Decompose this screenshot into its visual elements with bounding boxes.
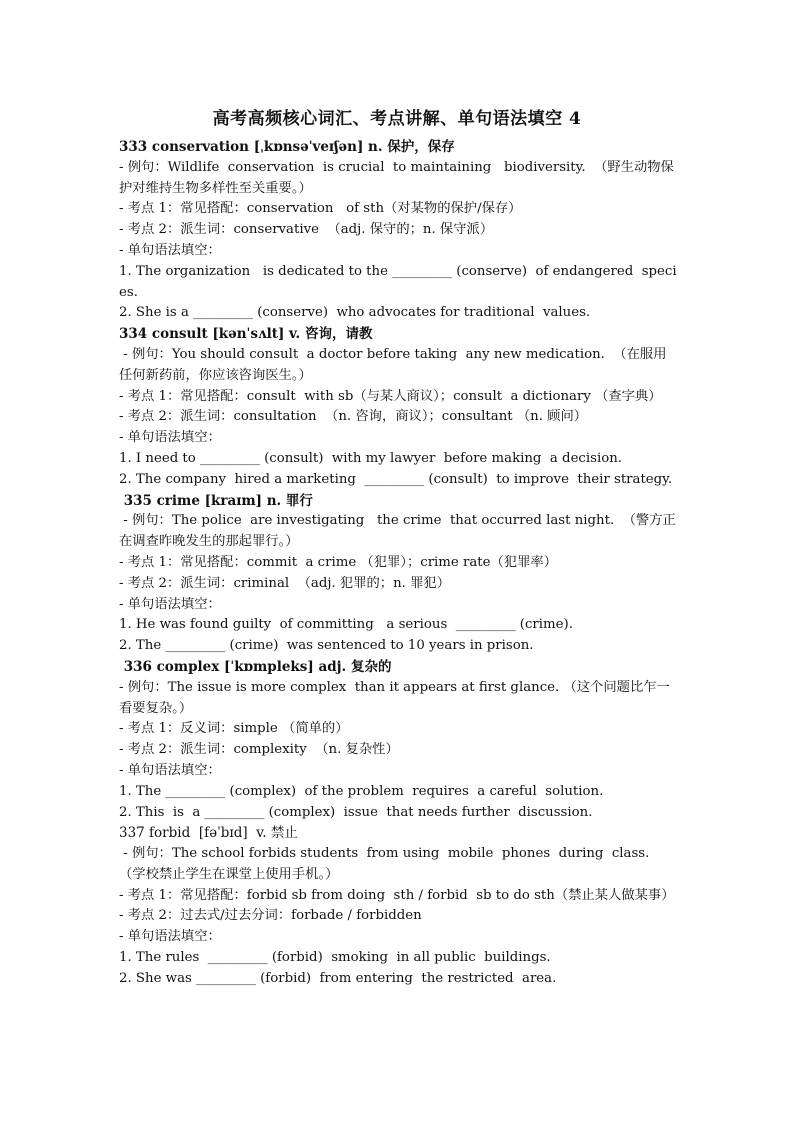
entry-line: - 考点 1：常见搭配：commit a crime （犯罪）；crime rate（犯罪率） (119, 554, 557, 570)
entry-line: 2. This is a _________ (complex) issue that needs further discussion. (119, 804, 593, 820)
entry-heading: 337 forbid [fəˈbɪd] v. 禁止 (119, 825, 298, 842)
entry-line: - 例句：You should consult a doctor before taking any new medication. （在服用任何新药前，你应该咨询医生。） (119, 346, 667, 383)
vocab-entry (119, 823, 679, 989)
entry-line: - 单句语法填空： (119, 762, 221, 778)
entry-line: - 考点 1：反义词：simple （简单的） (119, 721, 349, 737)
entry-line: 2. The company hired a marketing _________ (consult) to improve their strategy. (119, 471, 673, 487)
entry-line: - 例句：The issue is more complex than it appears at first glance. （这个问题比乍一看要复杂。） (119, 679, 670, 716)
entry-line: - 考点 2：派生词：complexity （n. 复杂性） (119, 742, 399, 758)
vocabulary-list (119, 137, 679, 990)
entry-line: 1. I need to _________ (consult) with my lawyer before making a decision. (119, 450, 623, 466)
entry-line: - 例句：Wildlife conservation is crucial to maintaining biodiversity. （野生动物保护对维持生物多样性至关重要。） (119, 159, 674, 196)
entry-heading: 335 crime [kraɪm] n. 罪行 (119, 492, 313, 509)
entry-heading: 336 complex [ˈkɒmpleks] adj. 复杂的 (119, 658, 392, 675)
entry-line: 1. He was found guilty of committing a serious _________ (crime). (119, 617, 573, 633)
entry-heading: 333 conservation [ˌkɒnsəˈveɪʃən] n. 保护，保存 (119, 139, 455, 155)
entry-line: - 考点 2：过去式/过去分词：forbade / forbidden (119, 908, 422, 924)
vocab-entry (119, 137, 679, 324)
entry-heading: 334 consult [kənˈsʌlt] v. 咨询，请教 (119, 326, 373, 343)
vocab-entry (119, 324, 679, 490)
entry-line: - 单句语法填空： (119, 929, 221, 945)
entry-line: 1. The rules _________ (forbid) smoking in all public buildings. (119, 950, 551, 966)
entry-line: - 考点 2：派生词：conservative （adj. 保守的；n. 保守派） (119, 222, 494, 238)
entry-line: - 例句：The police are investigating the crime that occurred last night. （警方正在调查昨晚发生的那起罪行。） (119, 513, 676, 550)
entry-line: 2. She is a _________ (conserve) who advocates for traditional values. (119, 305, 591, 321)
vocab-entry (119, 491, 679, 657)
entry-line: - 考点 2：派生词：criminal （adj. 犯罪的；n. 罪犯） (119, 575, 451, 591)
entry-line: 1. The organization is dedicated to the _________ (conserve) of endangered species. (119, 263, 677, 300)
entry-line: - 考点 2：派生词：consultation （n. 咨询，商议）；consultant （n. 顾问） (119, 409, 588, 425)
entry-line: 1. The _________ (complex) of the problem requires a careful solution. (119, 783, 604, 799)
entry-line: - 单句语法填空： (119, 596, 221, 612)
entry-line: - 考点 1：常见搭配：conservation of sth（对某物的保护/保存） (119, 201, 522, 217)
page-title: 高考高频核心词汇、考点讲解、单句语法填空 4 (212, 109, 582, 129)
entry-line: - 考点 1：常见搭配：forbid sb from doing sth / forbid sb to do sth（禁止某人做某事） (119, 887, 675, 903)
entry-line: - 单句语法填空： (119, 242, 221, 258)
entry-line: - 考点 1：常见搭配：consult with sb（与某人商议）；consult a dictionary （查字典） (119, 388, 662, 404)
entry-line: - 例句：The school forbids students from using mobile phones during class. （学校禁止学生在课堂上使用手机。） (119, 846, 654, 882)
entry-line: - 单句语法填空： (119, 430, 221, 446)
vocab-entry (119, 657, 679, 823)
entry-line: 2. The _________ (crime) was sentenced to 10 years in prison. (119, 638, 534, 654)
entry-line: 2. She was _________ (forbid) from entering the restricted area. (119, 970, 557, 986)
